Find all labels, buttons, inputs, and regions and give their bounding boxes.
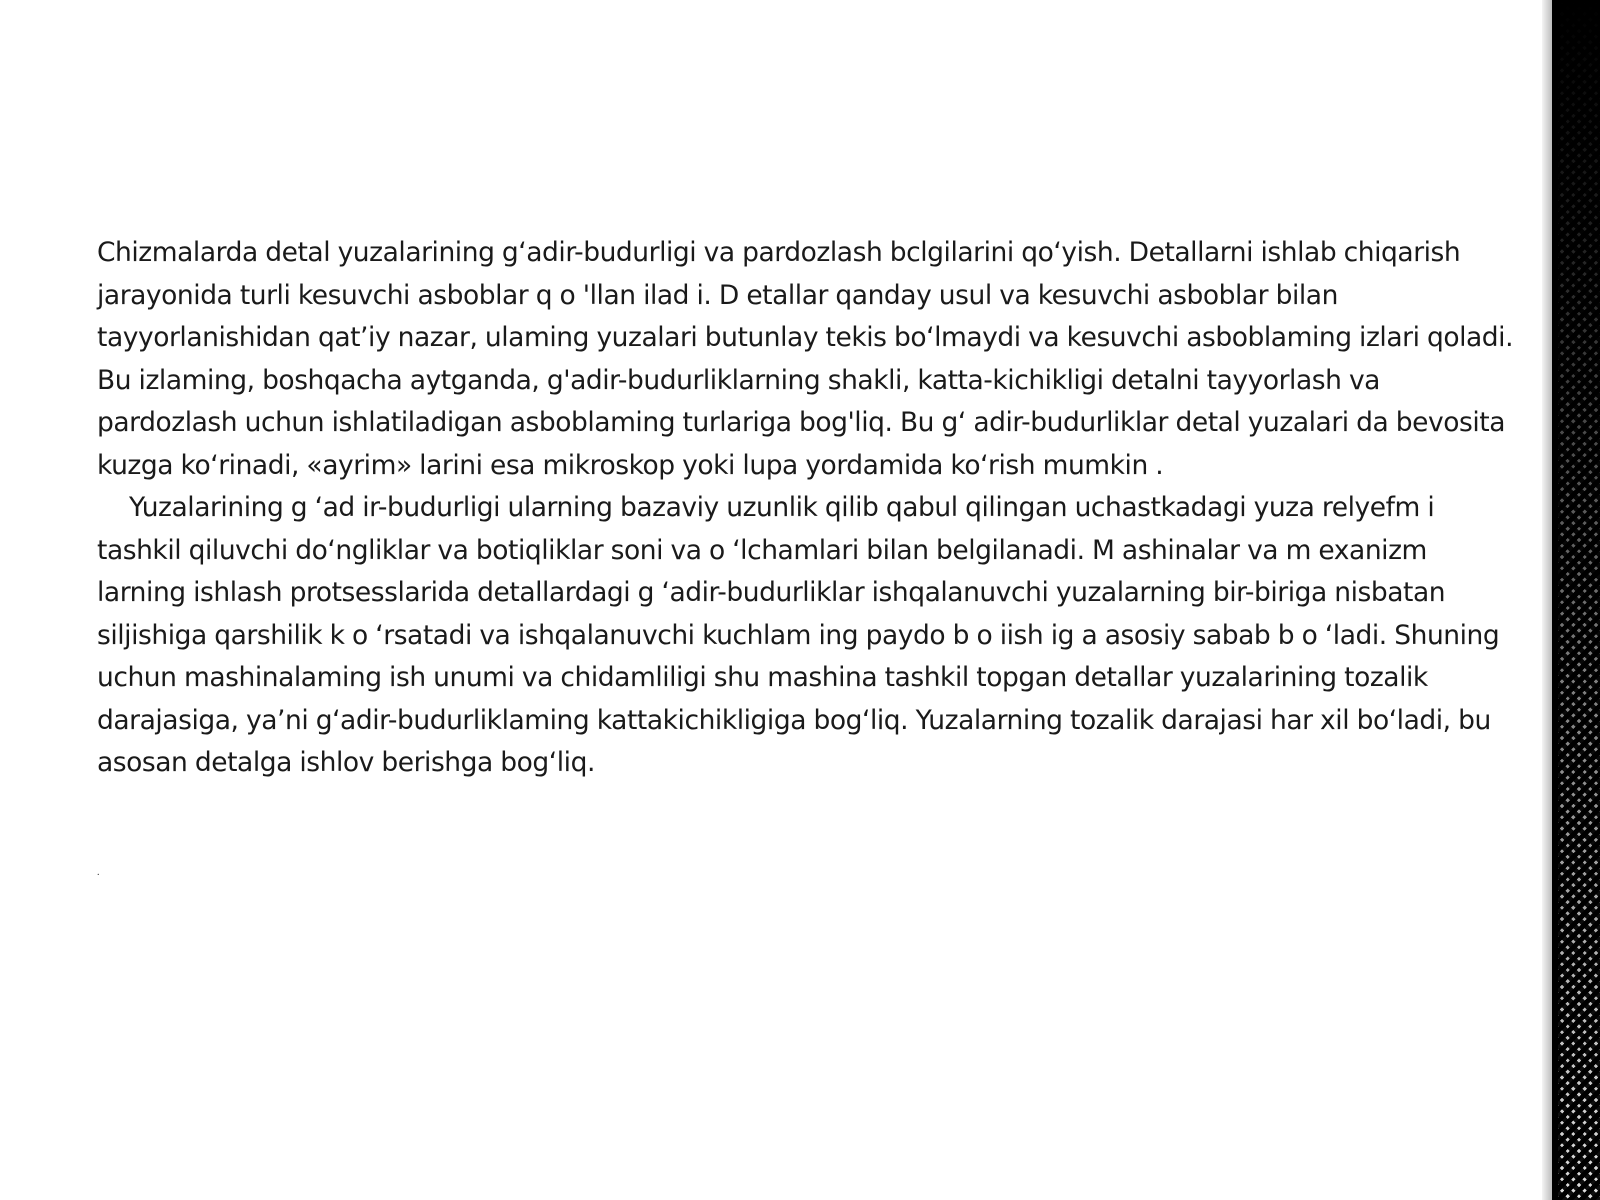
body-text: [97, 232, 1517, 785]
decorative-side-bar: [1542, 0, 1600, 1200]
side-bar-highlight: [1542, 0, 1552, 1200]
paragraph-1: Chizmalarda detal yuzalarining g‘adir-budurligi va pardozlash bclgilarini qo‘yish. Detallarni ishlab chiqarish jarayonida turli kesuvchi asboblar q o 'llan ilad i. D etallar qanday usul va kesuvchi asboblar bilan tayyorlanishidan qat’iy nazar, ulaming yuzalari butunlay tekis bo‘lmaydi va kesuvchi asboblaming izlari qoladi. Bu izlaming, boshqacha aytganda, g'adir-budurliklarning shakli, katta-kichikligi detalni tayyorlash va pardozlash uchun ishlatiladigan asboblaming turlariga bog'liq. Bu g‘ adir-budurliklar detal yuzalari da bevosita kuzga ko‘rinadi, «ayrim» larini esa mikroskop yoki lupa yordamida ko‘rish mumkin .: [97, 237, 1514, 481]
paragraph-2: Yuzalarining g ‘ad ir-budurligi ularning bazaviy uzunlik qilib qabul qilingan uchastkadagi yuza relyefm i tashkil qiluvchi do‘ngliklar va botiqliklar soni va o ‘lchamlari bilan belgilanadi. M ashinalar va m exanizm larning ishlash protsesslarida detallardagi g ‘adir-budurliklar ishqalanuvchi yuzalarning bir-biriga nisbatan siljishiga qarshilik k o ‘rsatadi va ishqalanuvchi kuchlam ing paydo b o iish ig a asosiy sabab b o ‘ladi. Shuning uchun mashinalaming ish unumi va chidamliligi shu mashina tashkil topgan detallar yuzalarining tozalik darajasiga, ya’ni g‘adir-budurliklaming kattakichikligiga bog‘liq. Yuzalarning tozalik darajasi har xil bo‘ladi, bu asosan detalga ishlov berishga bog‘liq.: [97, 492, 1500, 778]
trailing-dot: .: [97, 867, 100, 878]
side-bar-pattern: [1558, 0, 1600, 1200]
